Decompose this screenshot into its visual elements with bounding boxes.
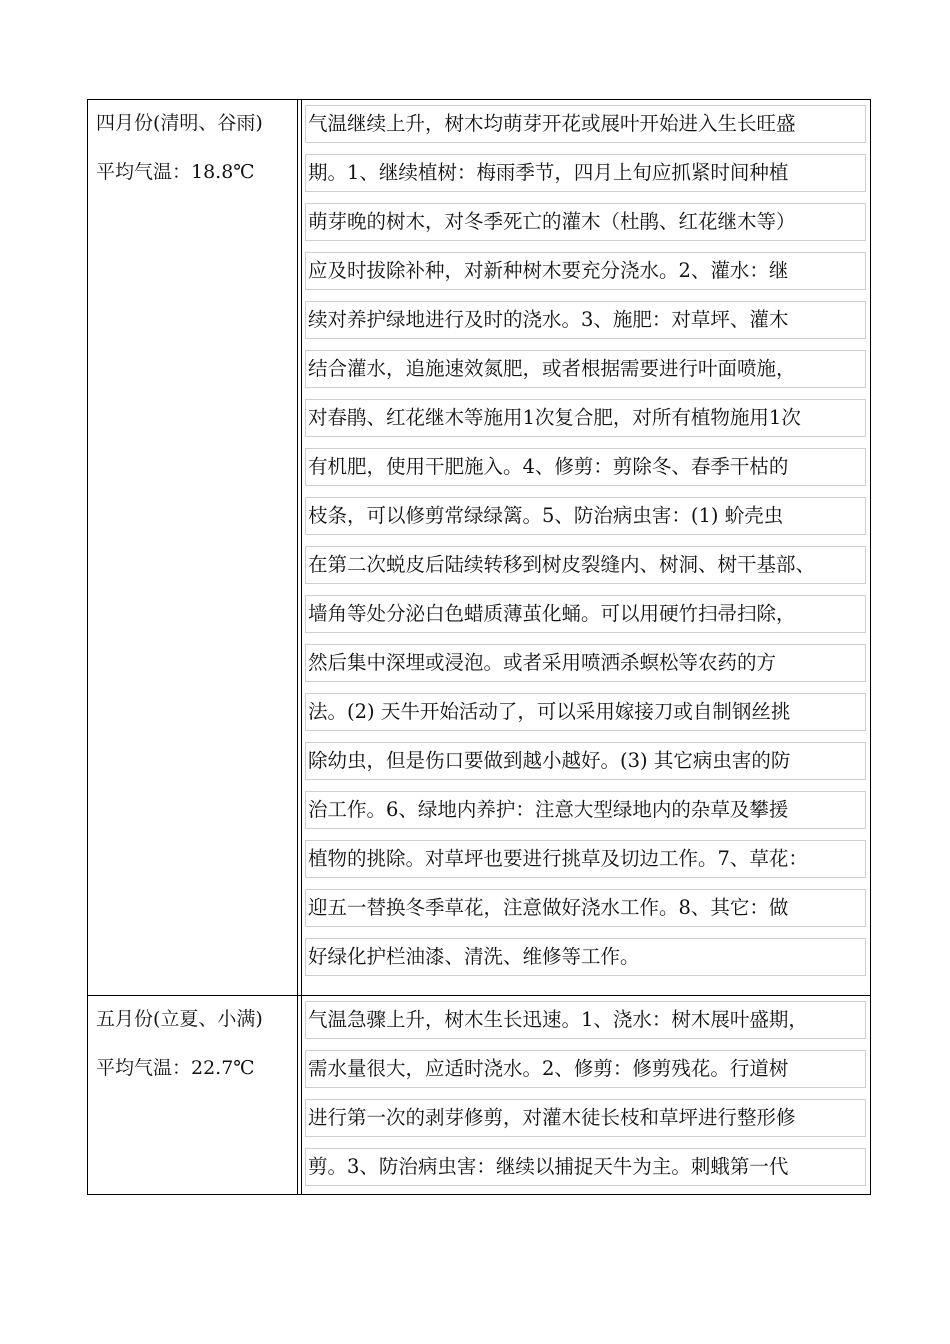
april-text-line: 期。1、继续植树：梅雨季节，四月上旬应抓紧时间种植 xyxy=(305,154,866,192)
april-text-line: 应及时拔除补种，对新种树木要充分浇水。2、灌水：继 xyxy=(305,252,866,290)
april-text-line: 除幼虫，但是伤口要做到越小越好。(3) 其它病虫害的防 xyxy=(305,742,866,780)
may-text-line: 进行第一次的剥芽修剪，对灌木徒长枝和草坪进行整形修 xyxy=(305,1099,866,1137)
april-text-line: 结合灌水，追施速效氮肥，或者根据需要进行叶面喷施， xyxy=(305,350,866,388)
april-text-line: 植物的挑除。对草坪也要进行挑草及切边工作。7、草花： xyxy=(305,840,866,878)
row-divider xyxy=(87,995,871,996)
column-divider-inner xyxy=(301,99,302,1195)
may-month-label: 五月份(立夏、小满) xyxy=(96,1008,263,1030)
may-text-line: 气温急骤上升，树木生长迅速。1、浇水：树木展叶盛期， xyxy=(305,1001,866,1039)
april-text-line: 法。(2) 天牛开始活动了，可以采用嫁接刀或自制钢丝挑 xyxy=(305,693,866,731)
april-text-line: 迎五一替换冬季草花，注意做好浇水工作。8、其它：做 xyxy=(305,889,866,927)
april-text-line: 有机肥，使用干肥施入。4、修剪：剪除冬、春季干枯的 xyxy=(305,448,866,486)
april-text-line: 在第二次蜕皮后陆续转移到树皮裂缝内、树洞、树干基部、 xyxy=(305,546,866,584)
april-text-line: 然后集中深埋或浸泡。或者采用喷洒杀螟松等农药的方 xyxy=(305,644,866,682)
april-text-line: 好绿化护栏油漆、清洗、维修等工作。 xyxy=(305,938,866,976)
may-text-line: 剪。3、防治病虫害：继续以捕捉天牛为主。刺蛾第一代 xyxy=(305,1148,866,1186)
may-temperature: 平均气温：22.7℃ xyxy=(96,1057,255,1079)
april-temperature: 平均气温：18.8℃ xyxy=(96,161,255,183)
april-text-line: 续对养护绿地进行及时的浇水。3、施肥：对草坪、灌木 xyxy=(305,301,866,339)
april-text-line: 气温继续上升，树木均萌芽开花或展叶开始进入生长旺盛 xyxy=(305,105,866,143)
april-text-line: 墙角等处分泌白色蜡质薄茧化蛹。可以用硬竹扫帚扫除， xyxy=(305,595,866,633)
april-text-line: 萌芽晚的树木，对冬季死亡的灌木（杜鹃、红花继木等） xyxy=(305,203,866,241)
april-text-line: 枝条，可以修剪常绿绿篱。5、防治病虫害：(1) 蚧壳虫 xyxy=(305,497,866,535)
column-divider xyxy=(297,99,298,1195)
april-text-line: 治工作。6、绿地内养护：注意大型绿地内的杂草及攀援 xyxy=(305,791,866,829)
april-month-label: 四月份(清明、谷雨) xyxy=(96,112,263,134)
april-text-line: 对春鹃、红花继木等施用1次复合肥，对所有植物施用1次 xyxy=(305,399,866,437)
may-text-line: 需水量很大，应适时浇水。2、修剪：修剪残花。行道树 xyxy=(305,1050,866,1088)
